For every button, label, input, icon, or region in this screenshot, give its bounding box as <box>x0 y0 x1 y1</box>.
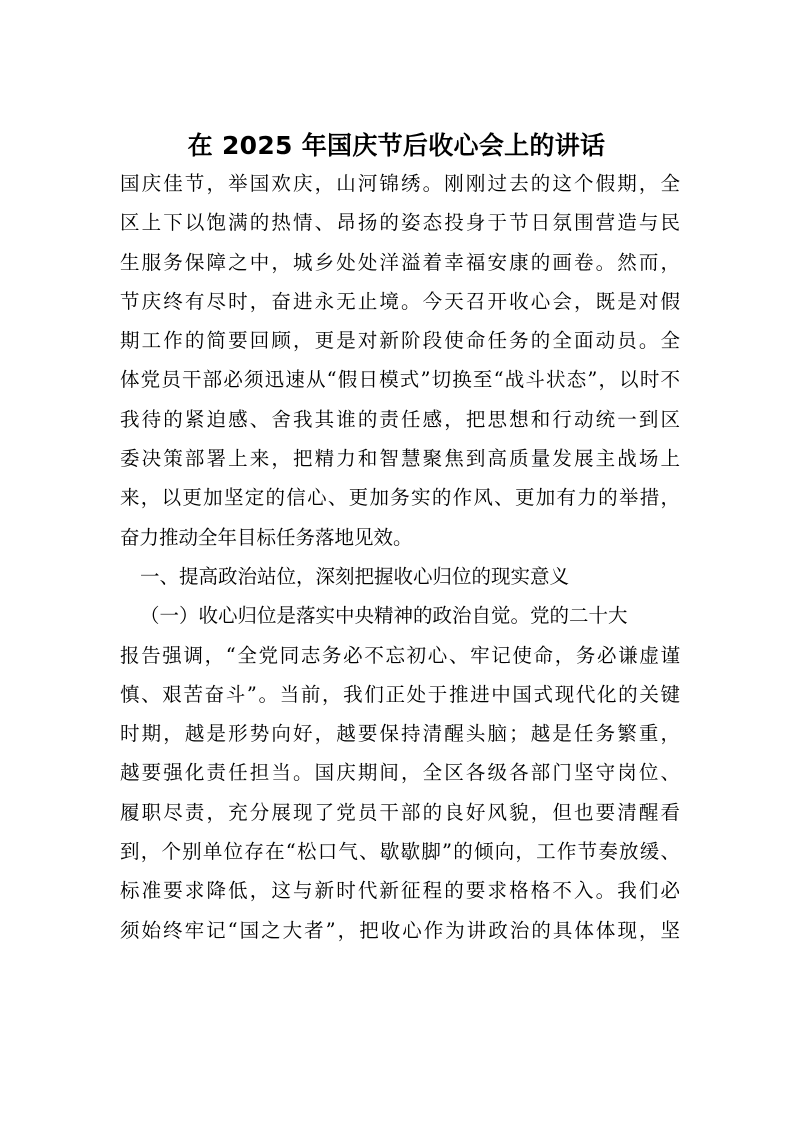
paragraph-line: 区上下以饱满的热情、昂扬的姿态投身于节日氛围营造与民 <box>120 211 680 235</box>
paragraph-line: 国庆佳节，举国欢庆，山河锦绣。刚刚过去的这个假期，全 <box>120 172 680 195</box>
paragraph-line: 我待的紧迫感、舍我其谁的责任感，把思想和行动统一到区 <box>120 407 680 431</box>
paragraph-line: 须始终牢记“国之大者”，把收心作为讲政治的具体体现，坚 <box>120 918 680 942</box>
paragraph-line: 报告强调，“全党同志务必不忘初心、牢记使命，务必谦虚谨 <box>120 643 680 667</box>
paragraph-line: 体党员干部必须迅速从“假日模式”切换至“战斗状态”，以时不 <box>120 368 680 392</box>
paragraph-line: 期工作的简要回顾，更是对新阶段使命任务的全面动员。全 <box>120 329 680 353</box>
section-heading-line: 一、提高政治站位，深刻把握收心归位的现实意义 <box>140 564 570 588</box>
section-heading-line: （一）收心归位是落实中央精神的政治自觉。党的二十大 <box>140 604 628 628</box>
document-body <box>120 164 680 950</box>
paragraph-line: 委决策部署上来，把精力和智慧聚焦到高质量发展主战场上 <box>120 447 680 471</box>
paragraph-line: 越要强化责任担当。国庆期间，全区各级各部门坚守岗位、 <box>120 761 680 785</box>
paragraph-line: 慎、艰苦奋斗”。当前，我们正处于推进中国式现代化的关键 <box>120 682 680 706</box>
paragraph-line: 到，个别单位存在“松口气、歇歇脚”的倾向，工作节奏放缓、 <box>120 840 680 864</box>
paragraph-line: 时期，越是形势向好，越要保持清醒头脑；越是任务繁重， <box>120 722 680 746</box>
paragraph-line: 来，以更加坚定的信心、更加务实的作风、更加有力的举措， <box>120 486 680 510</box>
paragraph-line: 生服务保障之中，城乡处处洋溢着幸福安康的画卷。然而， <box>120 250 680 274</box>
paragraph-line: 节庆终有尽时，奋进永无止境。今天召开收心会，既是对假 <box>120 289 680 313</box>
paragraph-line: 履职尽责，充分展现了党员干部的良好风貌，但也要清醒看 <box>120 800 680 824</box>
paragraph-line: 奋力推动全年目标任务落地见效。 <box>120 525 413 549</box>
paragraph-line: 标准要求降低，这与新时代新征程的要求格格不入。我们必 <box>120 879 680 903</box>
document-title: 在 2025 年国庆节后收心会上的讲话 <box>187 131 606 160</box>
